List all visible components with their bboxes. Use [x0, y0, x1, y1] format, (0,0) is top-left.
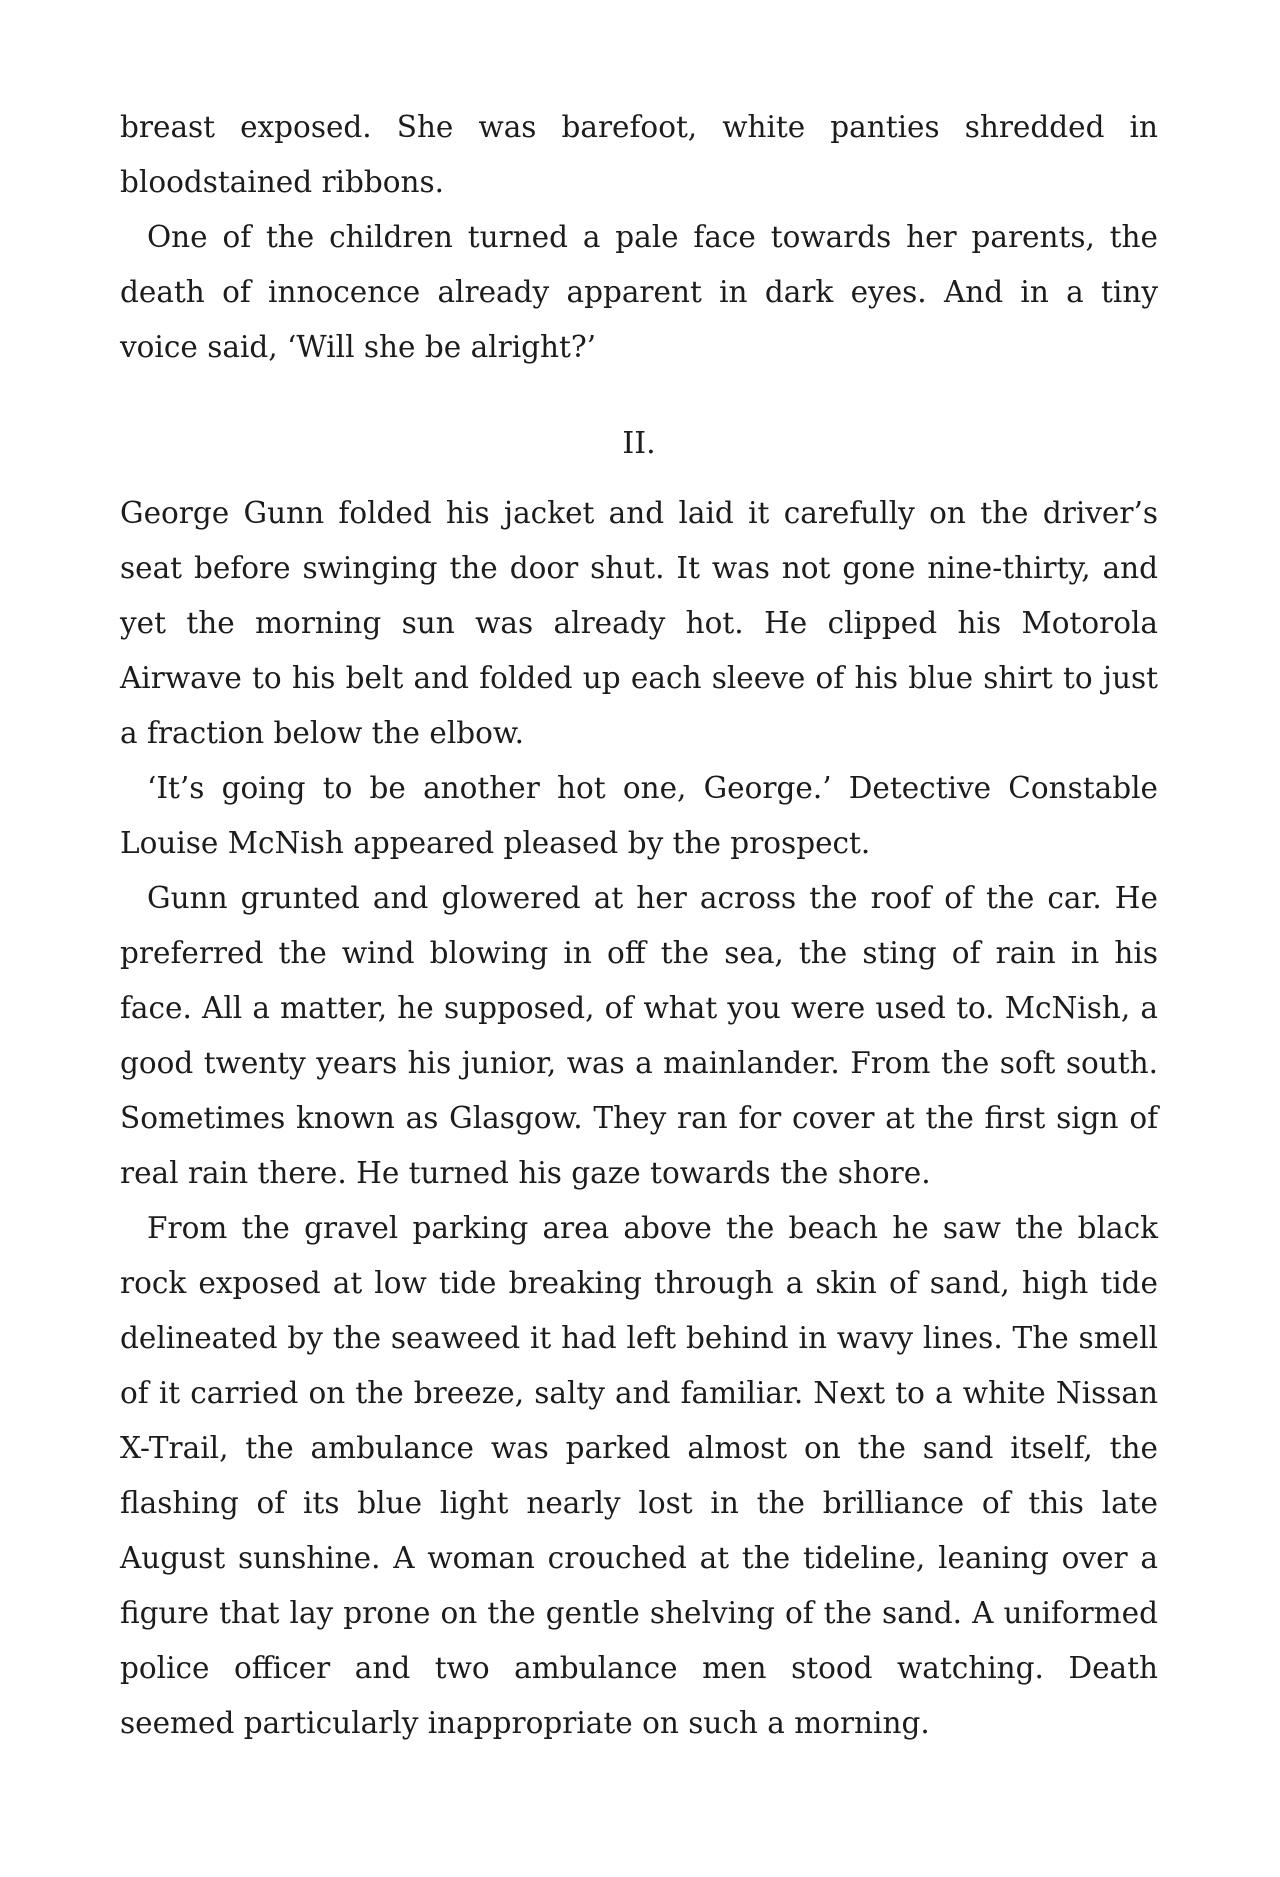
paragraph-gunn-grunted: Gunn grunted and glowered at her across the roof of the car. He preferred the wind blowing in off the sea, the sting of rain in his face. All a matter, he supposed, of what you were used to. McNish, a good twenty years his junior, was a mainlander. From the soft south. Sometimes known as Glasgow. They ran for cover at the first sign of real rain there. He turned his gaze towards the shore.	[120, 881, 1158, 1190]
paragraph-gunn-jacket: George Gunn folded his jacket and laid it carefully on the driver’s seat before swinging the door shut. It was not gone nine-thirty, and yet the morning sun was already hot. He clipped his Motorola Airwave to his belt and folded up each sleeve of his blue shirt to just a fraction below the elbow.	[120, 496, 1158, 750]
paragraph-continuation: breast exposed. She was barefoot, white panties shredded in bloodstained ribbons.	[120, 110, 1158, 199]
book-page	[120, 100, 1158, 1751]
section-heading: II.	[622, 426, 656, 461]
paragraph-beach-scene: From the gravel parking area above the beach he saw the black rock exposed at low tide breaking through a skin of sand, high tide delineated by the seaweed it had left behind in wavy lines. The smell of it carried on the breeze, salty and familiar. Next to a white Nissan X-Trail, the ambulance was parked almost on the sand itself, the flashing of its blue light nearly lost in the brilliance of this late August sunshine. A woman crouched at the tideline, leaning over a figure that lay prone on the gentle shelving of the sand. A uniformed police officer and two ambulance men stood watching. Death seemed particularly inappropriate on such a morning.	[120, 1211, 1158, 1740]
paragraph-children: One of the children turned a pale face towards her parents, the death of innocence already apparent in dark eyes. And in a tiny voice said, ‘Will she be alright?’	[120, 220, 1158, 364]
paragraph-mcnish-dialogue: ‘It’s going to be another hot one, George.’ Detective Constable Louise McNish appeared pleased by the prospect.	[120, 771, 1158, 860]
